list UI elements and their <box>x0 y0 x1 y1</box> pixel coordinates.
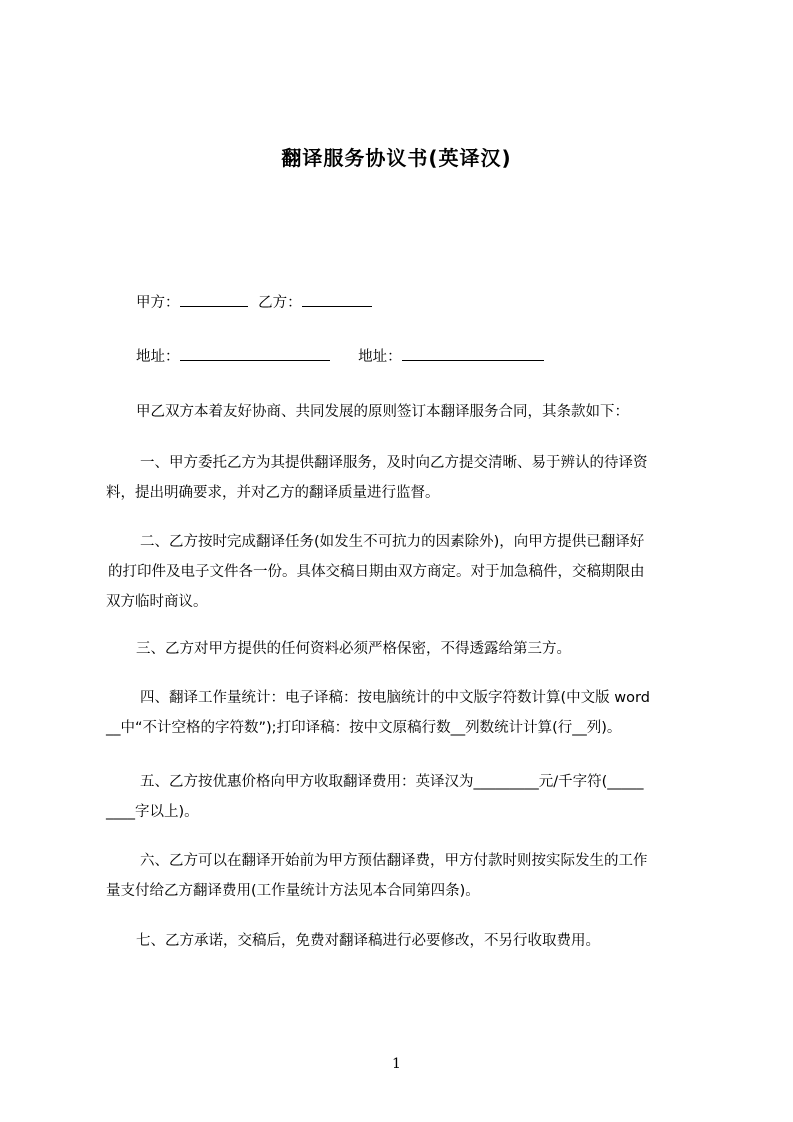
clause-line: 的打印件及电子文件各一份。具体交稿日期由双方商定。对于加急稿件，交稿期限由 <box>108 564 645 580</box>
party-b-blank <box>302 292 372 307</box>
clause-line: 四、翻译工作量统计：电子译稿：按电脑统计的中文版字符数计算(中文版 word <box>140 690 650 706</box>
clause-3 <box>106 634 704 664</box>
clause-line: 一、甲方委托乙方为其提供翻译服务，及时向乙方提交清晰、易于辨认的待译资 <box>140 455 648 471</box>
clause-line: 量支付给乙方翻译费用(工作量统计方法见本合同第四条)。 <box>106 883 480 899</box>
clause-7 <box>106 926 704 956</box>
clause-4 <box>106 683 704 743</box>
clause-line: 双方临时商议。 <box>106 594 208 610</box>
clause-line: 三、乙方对甲方提供的任何资料必须严格保密，不得透露给第三方。 <box>136 641 571 657</box>
clause-2 <box>106 527 704 617</box>
clause-line: 二、乙方按时完成翻译任务(如发生不可抗力的因素除外)，向甲方提供已翻译好 <box>140 534 645 550</box>
clause-6 <box>106 846 704 906</box>
document-title: 翻译服务协议书(英译汉) <box>281 146 512 170</box>
party-a-label: 甲方： <box>136 295 180 311</box>
page-number: 1 <box>392 1056 401 1072</box>
address-b-label: 地址： <box>358 349 402 365</box>
address-a-label: 地址： <box>136 349 180 365</box>
parties-line <box>136 291 734 312</box>
clause-line: __中“不计空格的字符数”);打印译稿：按中文原稿行数__列数统计计算(行__列)。 <box>106 720 622 736</box>
address-a-blank <box>180 346 330 361</box>
address-b-blank <box>402 346 544 361</box>
address-line <box>136 345 734 366</box>
clause-1 <box>106 448 704 508</box>
clause-line: 六、乙方可以在翻译开始前为甲方预估翻译费，甲方付款时则按实际发生的工作 <box>140 853 648 869</box>
clause-line: 料，提出明确要求，并对乙方的翻译质量进行监督。 <box>106 485 440 501</box>
intro-paragraph: 甲乙双方本着友好协商、共同发展的原则签订本翻译服务合同，其条款如下： <box>136 404 629 420</box>
clause-line: 五、乙方按优惠价格向甲方收取翻译费用：英译汉为_________元/千字符(_____ <box>140 774 644 790</box>
party-b-label: 乙方： <box>258 295 302 311</box>
party-a-blank <box>180 292 248 307</box>
clause-line: ____字以上)。 <box>106 804 199 820</box>
clause-5 <box>106 767 704 827</box>
clause-line: 七、乙方承诺，交稿后，免费对翻译稿进行必要修改，不另行收取费用。 <box>136 933 600 949</box>
